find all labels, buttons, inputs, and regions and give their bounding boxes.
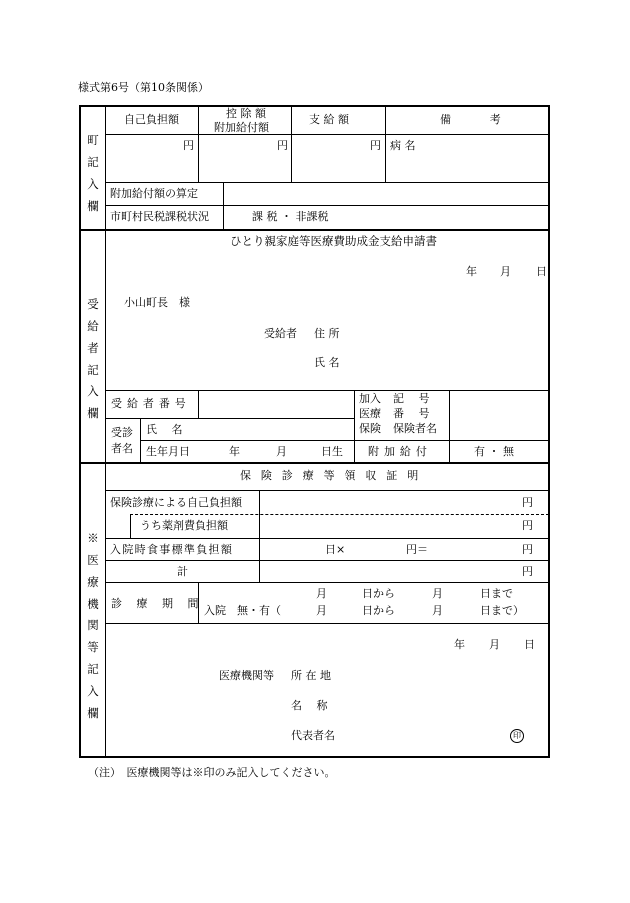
date-day-label: 日	[536, 265, 547, 278]
medical-section-label: ※医療機関等記入欄	[87, 531, 99, 720]
seal-icon: 印	[510, 729, 524, 743]
applicant-section-label: 受給者記入欄	[87, 297, 99, 421]
total-yen: 円	[522, 565, 533, 578]
meal-yen-equals: 円＝	[406, 543, 428, 556]
addressee: 小山町長 様	[124, 296, 190, 309]
insurance-number-label: 番 号	[393, 407, 430, 420]
meal-days-label: 日×	[325, 543, 346, 556]
cert-date-month: 月	[489, 638, 500, 651]
town-section-label: 町記入欄	[87, 133, 99, 213]
disease-name-label: 病 名	[390, 139, 416, 152]
meal-burden-label: 入院時食事標準負担額	[110, 543, 234, 556]
period-to-month: 月	[432, 587, 443, 600]
period-to-day: 日まで	[480, 587, 513, 600]
birth-month-label: 月	[276, 445, 287, 458]
patient-label-2: 者名	[111, 442, 133, 455]
period-from-day: 日から	[362, 587, 395, 600]
patient-label-1: 受診	[111, 426, 133, 439]
inpatient-to-month: 月	[432, 604, 443, 617]
additional-benefit-header: 附加給付額	[214, 121, 269, 134]
tax-status-label: 市町村民税課税状況	[110, 210, 209, 223]
representative-label: 代表者名	[291, 729, 335, 742]
applicant-name-label: 氏 名	[314, 356, 340, 369]
remarks-header: 備 考	[440, 113, 519, 126]
self-burden-header: 自己負担額	[124, 113, 179, 126]
insured-burden-label: 保険診療による自己負担額	[110, 496, 242, 509]
birth-day-label: 日生	[321, 445, 343, 458]
additional-benefit-calc-label: 附加給付額の算定	[110, 187, 198, 200]
self-burden-yen: 円	[183, 139, 194, 152]
insurance-label-2: 医療	[359, 407, 381, 420]
address-label: 住 所	[314, 327, 340, 340]
insurance-symbol-label: 記 号	[393, 392, 430, 405]
cert-date-day: 日	[524, 638, 535, 651]
tax-status-value: 課 税 ・ 非課税	[252, 210, 329, 223]
patient-name-label: 氏 名	[146, 423, 183, 436]
insurer-name-label: 保険者名	[393, 422, 437, 435]
birth-date-label: 生年月日	[146, 445, 190, 458]
medical-institution-label: 医療機関等	[219, 669, 274, 682]
inpatient-from-month: 月	[316, 604, 327, 617]
meal-burden-yen: 円	[522, 543, 533, 556]
entity-name-label: 名 称	[291, 699, 328, 712]
deduction-yen: 円	[277, 139, 288, 152]
payment-yen: 円	[370, 139, 381, 152]
insurance-label-3: 保険	[359, 422, 381, 435]
recipient-label: 受給者	[264, 327, 297, 340]
treatment-period-label: 診 療 期 間	[111, 597, 204, 610]
footer-note: （注） 医療機関等は※印のみ記入してください。	[88, 766, 336, 779]
insured-burden-yen: 円	[522, 496, 533, 509]
form-number: 様式第6号（第10条関係）	[78, 81, 209, 94]
inpatient-label: 入院 無・有（	[204, 604, 281, 617]
birth-year-label: 年	[229, 445, 240, 458]
date-month-label: 月	[500, 265, 511, 278]
inpatient-from-day: 日から	[362, 604, 395, 617]
additional-benefit-value: 有 ・ 無	[474, 445, 514, 458]
drug-burden-yen: 円	[522, 519, 533, 532]
date-year-label: 年	[466, 265, 477, 278]
period-from-month: 月	[316, 587, 327, 600]
location-label: 所 在 地	[291, 669, 331, 682]
payment-header: 支 給 額	[309, 113, 349, 126]
additional-benefit-label: 附加給付	[368, 445, 432, 458]
receipt-certificate-title: 保険診療等領収証明	[240, 469, 429, 482]
inpatient-to-day: 日まで）	[480, 604, 524, 617]
total-label: 計	[177, 565, 188, 578]
deduction-header: 控 除 額	[226, 107, 266, 120]
drug-burden-label: うち薬剤費負担額	[140, 519, 228, 532]
application-title: ひとり親家庭等医療費助成金支給申請書	[230, 234, 437, 248]
insurance-label-1: 加入	[359, 392, 381, 405]
recipient-number-label: 受給者番号	[111, 397, 191, 410]
cert-date-year: 年	[454, 638, 465, 651]
